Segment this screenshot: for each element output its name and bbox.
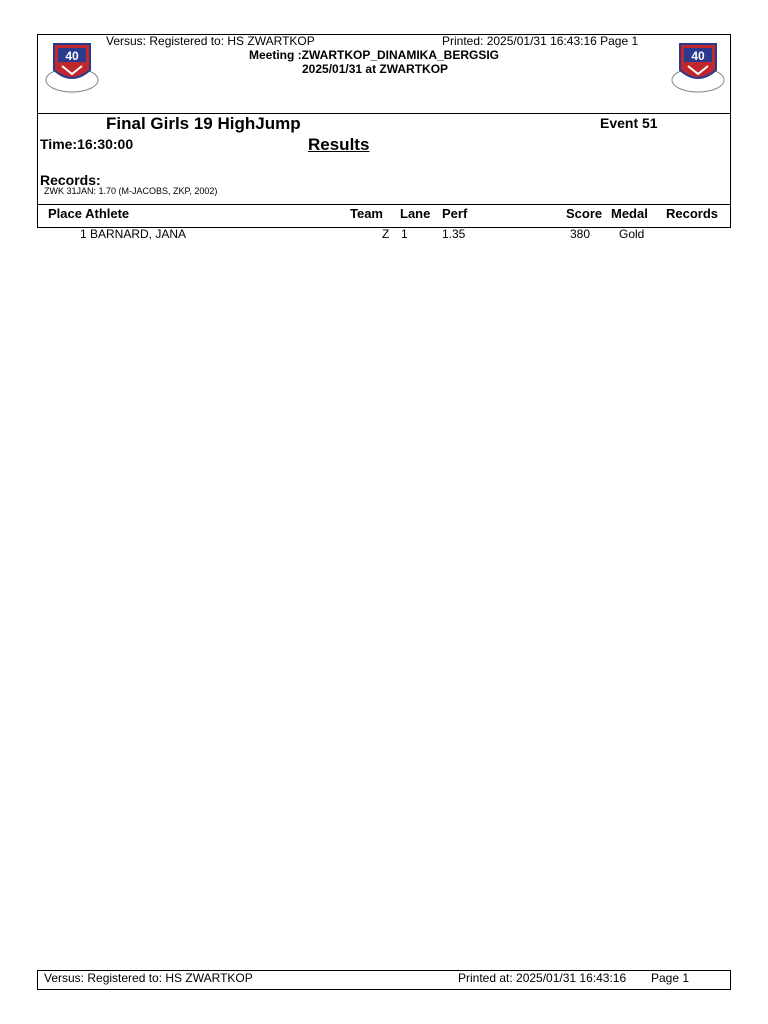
event-time: Time:16:30:00 <box>40 136 134 152</box>
meeting-name: Meeting :ZWARTKOP_DINAMIKA_BERGSIG <box>249 48 500 62</box>
row-team: Z <box>382 227 390 241</box>
col-place-athlete: Place Athlete <box>48 206 130 221</box>
col-score: Score <box>566 206 603 221</box>
meeting-date-venue: 2025/01/31 at ZWARTKOP <box>302 62 449 76</box>
records-label: Records: <box>40 172 101 188</box>
col-perf: Perf <box>442 206 468 221</box>
logo-text: 40 <box>65 49 79 63</box>
col-records: Records <box>666 206 719 221</box>
col-lane: Lane <box>400 206 431 221</box>
footer-versus: Versus: Registered to: HS ZWARTKOP <box>44 971 253 985</box>
row-medal: Gold <box>619 227 645 241</box>
school-crest-logo-left <box>44 40 100 96</box>
school-crest-logo-right <box>670 40 726 96</box>
footer-page: Page 1 <box>651 971 690 985</box>
event-title: Final Girls 19 HighJump <box>106 114 301 133</box>
col-medal: Medal <box>611 206 648 221</box>
event-number: Event 51 <box>600 115 658 131</box>
record-line: ZWK 31JAN: 1.70 (M-JACOBS, ZKP, 2002) <box>44 186 218 196</box>
row-place-athlete: 1 BARNARD, JANA <box>80 227 187 241</box>
row-lane: 1 <box>401 227 408 241</box>
row-perf: 1.35 <box>442 227 466 241</box>
header-versus: Versus: Registered to: HS ZWARTKOP <box>106 34 315 48</box>
col-team: Team <box>350 206 383 221</box>
results-heading: Results <box>308 135 370 154</box>
header-printed: Printed: 2025/01/31 16:43:16 Page 1 <box>442 34 639 48</box>
row-score: 380 <box>570 227 591 241</box>
table-header-divider <box>37 204 731 205</box>
logo-text: 40 <box>691 49 705 63</box>
footer-printed: Printed at: 2025/01/31 16:43:16 <box>458 971 627 985</box>
